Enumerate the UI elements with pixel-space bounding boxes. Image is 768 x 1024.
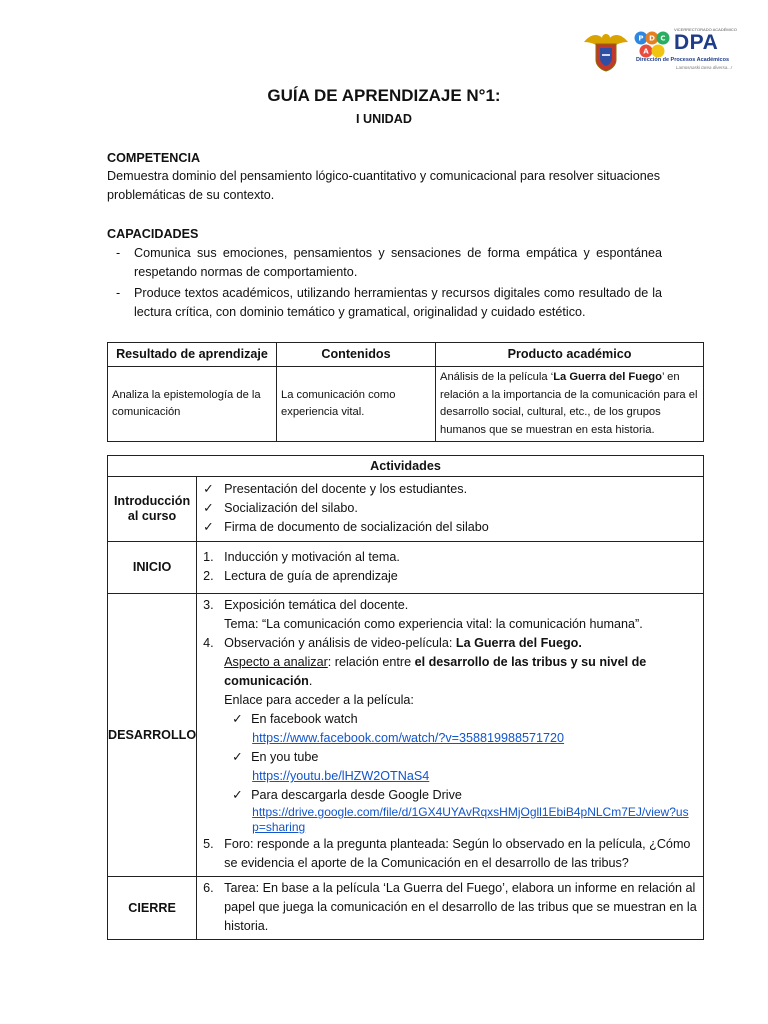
- dpa-logo: [582, 26, 737, 76]
- actividades-table: [107, 455, 704, 940]
- aspecto-line: [203, 653, 697, 691]
- facebook-link[interactable]: https://www.facebook.com/watch/?v=358819988571720: [252, 731, 565, 745]
- link-row: [203, 805, 697, 835]
- facebook-label: En facebook watch: [251, 712, 358, 726]
- pdca-circles-icon: [634, 30, 670, 60]
- cierre-content: [197, 877, 704, 940]
- drive-label: Para descargarla desde Google Drive: [251, 788, 462, 802]
- introduccion-item: Socialización del silabo.: [224, 501, 358, 515]
- film-title: La Guerra del Fuego.: [455, 636, 582, 650]
- logo-tagline: Lamosnaski tarea diversa...!: [676, 65, 733, 70]
- link-label-drive: [203, 786, 697, 805]
- list-item: [203, 634, 697, 653]
- header-resultado: Resultado de aprendizaje: [108, 343, 277, 367]
- desarrollo-content: [197, 594, 704, 877]
- aspecto-label: Aspecto a analizar: [224, 655, 328, 669]
- competencia-text: Demuestra dominio del pensamiento lógico-cuantitativo y comunicacional para resolver situaciones problemáticas de su contexto.: [107, 169, 661, 202]
- list-item: [203, 480, 697, 499]
- list-item: [203, 548, 697, 567]
- header-contenidos: Contenidos: [277, 343, 436, 367]
- resultados-table: [107, 342, 704, 442]
- introduccion-content: [197, 477, 704, 542]
- page-title: GUÍA DE APRENDIZAJE N°1:: [267, 86, 501, 105]
- list-item: [203, 879, 697, 936]
- aspecto-end: .: [308, 674, 313, 688]
- producto-post: ’ en relación a la importancia de la comunicación para el desarrollo social, cultural, etc., de los grupos humanos que se muestran en esta historia.: [440, 371, 698, 436]
- link-row: [203, 767, 697, 786]
- tema-line: Tema: “La comunicación como experiencia vital: la comunicación humana”.: [224, 617, 643, 631]
- item-number: 5.: [203, 837, 214, 851]
- link-row: [203, 729, 697, 748]
- item-number: 3.: [203, 598, 214, 612]
- desarrollo-label: DESARROLLO: [108, 594, 197, 877]
- desarrollo-item-5: Foro: responde a la pregunta planteada: Según lo observado en la película, ¿Cómo se evidencia el aporte de la Comunicación en el desarrollo de las tribus?: [224, 837, 691, 870]
- youtube-link[interactable]: https://youtu.be/lHZW2OTNaS4: [252, 769, 430, 783]
- producto-film-title: La Guerra del Fuego: [553, 371, 662, 383]
- inicio-label: INICIO: [108, 542, 197, 594]
- list-item: [203, 835, 697, 873]
- checkmark-icon: ✓: [232, 712, 243, 726]
- circle-letter-c: C: [660, 34, 666, 43]
- logo-brand: DPA: [674, 31, 719, 54]
- desarrollo-item-4: Observación y análisis de video-película:: [224, 636, 456, 650]
- capacidad-item: - Produce textos académicos, utilizando herramientas y recursos digitales como resultado de la lectura crítica, con dominio temático y gramatical, originalidad y cuidado estético.: [107, 284, 662, 322]
- checkmark-icon: ✓: [203, 501, 214, 515]
- cell-resultado: Analiza la epistemología de la comunicación: [108, 367, 277, 442]
- header-producto: Producto académico: [436, 343, 704, 367]
- logo-subtitle: Dirección de Procesos Académicos: [636, 57, 730, 63]
- checkmark-icon: ✓: [203, 520, 214, 534]
- link-label-youtube: [203, 748, 697, 767]
- capacidades-list: [107, 244, 662, 324]
- checkmark-icon: ✓: [232, 750, 243, 764]
- producto-pre: Análisis de la película ‘: [440, 371, 554, 383]
- item-number: 6.: [203, 881, 214, 895]
- item-number: 4.: [203, 636, 214, 650]
- checkmark-icon: ✓: [203, 482, 214, 496]
- university-crest-icon: [582, 28, 630, 72]
- cierre-item: Tarea: En base a la película ‘La Guerra del Fuego’, elabora un informe en relación al papel que juega la comunicación en el desarrollo de las tribus que se muestran en la historia.: [224, 881, 697, 933]
- item-number: 2.: [203, 569, 214, 583]
- introduccion-item: Firma de documento de socialización del silabo: [224, 520, 489, 534]
- item-number: 1.: [203, 550, 214, 564]
- aspecto-bold: el desarrollo de las tribus y su nivel de comunicación: [224, 655, 647, 688]
- inicio-content: [197, 542, 704, 594]
- youtube-label: En you tube: [251, 750, 319, 764]
- inicio-item: Lectura de guía de aprendizaje: [224, 569, 398, 583]
- introduccion-label: Introducción al curso: [108, 477, 197, 542]
- cierre-label: CIERRE: [108, 877, 197, 940]
- link-label-facebook: [203, 710, 697, 729]
- circle-letter-p: P: [638, 34, 644, 43]
- desarrollo-item-3: Exposición temática del docente.: [224, 598, 409, 612]
- introduccion-item: Presentación del docente y los estudiantes.: [224, 482, 468, 496]
- circle-letter-a: A: [643, 47, 649, 56]
- page-subtitle: I UNIDAD: [356, 112, 412, 126]
- inicio-item: Inducción y motivación al tema.: [224, 550, 400, 564]
- list-item: [203, 499, 697, 518]
- capacidad-item: - Comunica sus emociones, pensamientos y sensaciones de forma empática y espontánea respetando normas de comportamiento.: [107, 244, 662, 282]
- list-item: [203, 567, 697, 586]
- checkmark-icon: ✓: [232, 788, 243, 802]
- aspecto-mid: : relación entre: [327, 655, 415, 669]
- capacidades-heading: CAPACIDADES: [107, 227, 199, 241]
- enlace-intro: Enlace para acceder a la película:: [224, 693, 414, 707]
- list-item: [203, 596, 697, 615]
- cell-producto: [436, 367, 704, 442]
- actividades-heading: Actividades: [108, 456, 704, 477]
- list-item: [203, 518, 697, 537]
- circle-letter-d: D: [649, 34, 655, 43]
- drive-link[interactable]: https://drive.google.com/file/d/1GX4UYAvRqxsHMjOgll1EbiB4pNLCm7EJ/view?usp=sharing: [252, 805, 689, 834]
- cell-contenidos: La comunicación como experiencia vital.: [277, 367, 436, 442]
- competencia-heading: COMPETENCIA: [107, 151, 201, 165]
- logo-topline: VICERRECTORADO ACADÉMICO: [674, 27, 737, 32]
